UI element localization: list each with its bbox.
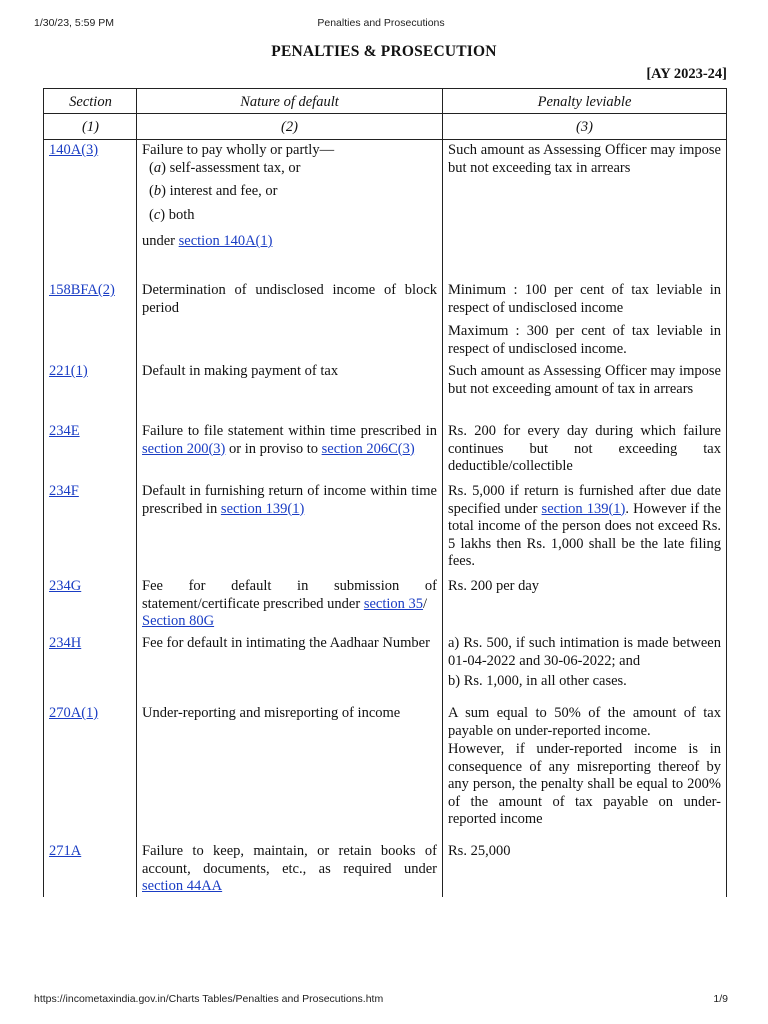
table-row xyxy=(43,576,727,633)
penalty-text: b) Rs. 1,000, in all other cases. xyxy=(448,673,627,689)
nature-text: Under-reporting and misreporting of income xyxy=(136,703,442,841)
table-row xyxy=(43,633,727,703)
section-reference-link[interactable]: section 206C(3) xyxy=(321,440,415,457)
penalty-text: Rs. 5,000 if return is furnished after due date specified under section 139(1). However if the total income of the person does not exceed Rs. 5 lakhs then Rs. 1,000 shall be the late filing fees. xyxy=(442,481,727,576)
nature-text: Fee for default in submission of statement/certificate prescribed under section 35/ Section 80G xyxy=(136,576,442,633)
column-number: (2) xyxy=(136,114,442,140)
table-row xyxy=(43,361,727,421)
penalties-table xyxy=(43,88,727,897)
section-reference-link[interactable]: Section 80G xyxy=(142,613,215,629)
table-header-row xyxy=(43,88,727,114)
penalty-text: Such amount as Assessing Officer may impose but not exceeding tax in arrears xyxy=(442,140,727,280)
page-number: 1/9 xyxy=(713,993,728,1005)
print-header xyxy=(34,17,728,31)
section-link[interactable]: 140A(3) xyxy=(49,142,99,158)
penalty-text: a) Rs. 500, if such intimation is made between 01-04-2022 and 30-06-2022; and xyxy=(448,635,721,669)
print-footer xyxy=(34,993,728,1007)
nature-text: under section 140A(1) xyxy=(142,233,273,249)
nature-text: Failure to file statement within time prescribed in section 200(3) or in proviso to section 206C(3) xyxy=(136,421,442,481)
section-reference-link[interactable]: section 200(3) xyxy=(142,440,226,457)
section-reference-link[interactable]: section 140A(1) xyxy=(178,233,273,249)
penalty-text: Rs. 200 per day xyxy=(442,576,727,633)
penalty-text: Maximum : 300 per cent of tax leviable in respect of undisclosed income. xyxy=(448,323,721,357)
section-link[interactable]: 234G xyxy=(49,578,82,594)
penalty-text: However, if under-reported income is in consequence of any misreporting thereof by any person, the penalty shall be equal to 200% of the amount of tax payable on under-reported income xyxy=(448,741,721,827)
nature-text: Fee for default in intimating the Aadhaar Number xyxy=(136,633,442,703)
table-row xyxy=(43,140,727,280)
table-row xyxy=(43,841,727,897)
section-reference-link[interactable]: section 44AA xyxy=(142,878,223,894)
nature-text: Default in furnishing return of income within time prescribed in section 139(1) xyxy=(136,481,442,576)
nature-text: Failure to keep, maintain, or retain books of account, documents, etc., as required under section 44AA xyxy=(136,841,442,897)
section-link[interactable]: 234F xyxy=(49,483,79,499)
list-item: (c) both xyxy=(149,206,195,223)
column-number: (1) xyxy=(43,114,136,140)
penalty-text: Rs. 25,000 xyxy=(442,841,727,897)
table-row xyxy=(43,280,727,361)
penalty-text: Minimum : 100 per cent of tax leviable in respect of undisclosed income xyxy=(448,282,721,316)
nature-text: Determination of undisclosed income of block period xyxy=(136,280,442,361)
section-link[interactable]: 234E xyxy=(49,423,80,439)
table-row xyxy=(43,421,727,481)
column-number: (3) xyxy=(442,114,727,140)
document-title: PENALTIES & PROSECUTION xyxy=(271,43,497,60)
penalty-text: Rs. 200 for every day during which failure continues but not exceeding tax deductible/collectible xyxy=(442,421,727,481)
section-link[interactable]: 221(1) xyxy=(49,363,88,379)
print-page-title: Penalties and Prosecutions xyxy=(317,17,445,29)
table-row xyxy=(43,481,727,576)
section-link[interactable]: 271A xyxy=(49,843,82,859)
assessment-year: [AY 2023-24] xyxy=(646,66,727,82)
section-reference-link[interactable]: section 139(1) xyxy=(541,500,626,517)
print-datetime: 1/30/23, 5:59 PM xyxy=(34,17,114,29)
header-section: Section xyxy=(43,88,136,114)
section-reference-link[interactable]: section 139(1) xyxy=(220,500,305,517)
page-url: https://incometaxindia.gov.in/Charts Tables/Penalties and Prosecutions.htm xyxy=(34,993,384,1005)
section-reference-link[interactable]: section 35 xyxy=(363,595,424,612)
table-column-number-row xyxy=(43,114,727,140)
section-link[interactable]: 158BFA(2) xyxy=(49,282,115,298)
nature-text: Default in making payment of tax xyxy=(136,361,442,421)
section-link[interactable]: 234H xyxy=(49,635,82,651)
penalty-text: A sum equal to 50% of the amount of tax payable on under-reported income. xyxy=(448,705,721,739)
penalty-text: Such amount as Assessing Officer may impose but not exceeding amount of tax in arrears xyxy=(442,361,727,421)
nature-text: Failure to pay wholly or partly— xyxy=(142,142,335,158)
section-link[interactable]: 270A(1) xyxy=(49,705,99,721)
list-item: (a) self-assessment tax, or xyxy=(149,159,301,176)
header-penalty-leviable: Penalty leviable xyxy=(442,88,727,114)
header-nature-of-default: Nature of default xyxy=(136,88,442,114)
list-item: (b) interest and fee, or xyxy=(149,183,278,199)
table-row xyxy=(43,703,727,841)
